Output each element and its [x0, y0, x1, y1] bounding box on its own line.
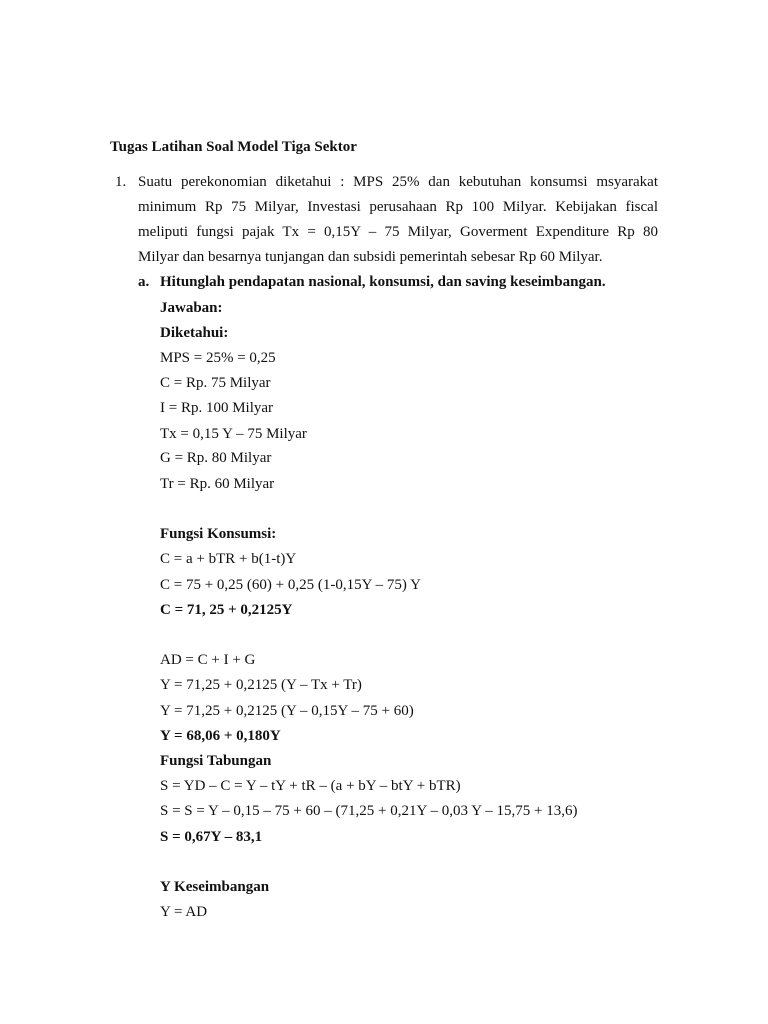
known-heading: Diketahui: [160, 325, 229, 341]
consumption-heading: Fungsi Konsumsi: [160, 526, 277, 542]
savings-result: S = 0,67Y – 83,1 [160, 829, 263, 845]
savings-heading: Fungsi Tabungan [160, 753, 272, 769]
subquestion-text: Hitunglah pendapatan nasional, konsumsi, dan saving keseimbangan. [160, 274, 606, 290]
known-item: Tx = 0,15 Y – 75 Milyar [160, 426, 307, 442]
ad-step: Y = 71,25 + 0,2125 (Y – Tx + Tr) [160, 677, 362, 693]
consumption-step: C = 75 + 0,25 (60) + 0,25 (1-0,15Y – 75) Y [160, 577, 421, 593]
question-line-3: meliputi fungsi pajak Tx = 0,15Y – 75 Milyar, Goverment Expenditure Rp 80 [138, 224, 658, 240]
subquestion-letter: a. [138, 274, 150, 290]
equilibrium-heading: Y Keseimbangan [160, 879, 270, 895]
ad-result: Y = 68,06 + 0,180Y [160, 728, 281, 744]
consumption-step: C = a + bTR + b(1-t)Y [160, 551, 297, 567]
question-line-4: Milyar dan besarnya tunjangan dan subsidi pemerintah sebesar Rp 60 Milyar. [138, 249, 603, 265]
known-item: C = Rp. 75 Milyar [160, 375, 271, 391]
equilibrium-step: Y = AD [160, 904, 208, 920]
question-line-1: Suatu perekonomian diketahui : MPS 25% dan kebutuhan konsumsi msyarakat [138, 174, 658, 190]
savings-step: S = YD – C = Y – tY + tR – (a + bY – btY + bTR) [160, 778, 461, 794]
savings-step: S = S = Y – 0,15 – 75 + 60 – (71,25 + 0,21Y – 0,03 Y – 15,75 + 13,6) [160, 803, 578, 819]
ad-step: AD = C + I + G [160, 652, 256, 668]
document-title: Tugas Latihan Soal Model Tiga Sektor [110, 139, 357, 155]
question-number: 1. [115, 174, 127, 190]
consumption-result: C = 71, 25 + 0,2125Y [160, 602, 293, 618]
known-item: I = Rp. 100 Milyar [160, 400, 274, 416]
answer-heading: Jawaban: [160, 300, 223, 316]
known-item: G = Rp. 80 Milyar [160, 450, 272, 466]
known-item: MPS = 25% = 0,25 [160, 350, 276, 366]
question-line-2: minimum Rp 75 Milyar, Investasi perusahaan Rp 100 Milyar. Kebijakan fiscal [138, 199, 658, 215]
ad-step: Y = 71,25 + 0,2125 (Y – 0,15Y – 75 + 60) [160, 703, 414, 719]
known-item: Tr = Rp. 60 Milyar [160, 476, 275, 492]
